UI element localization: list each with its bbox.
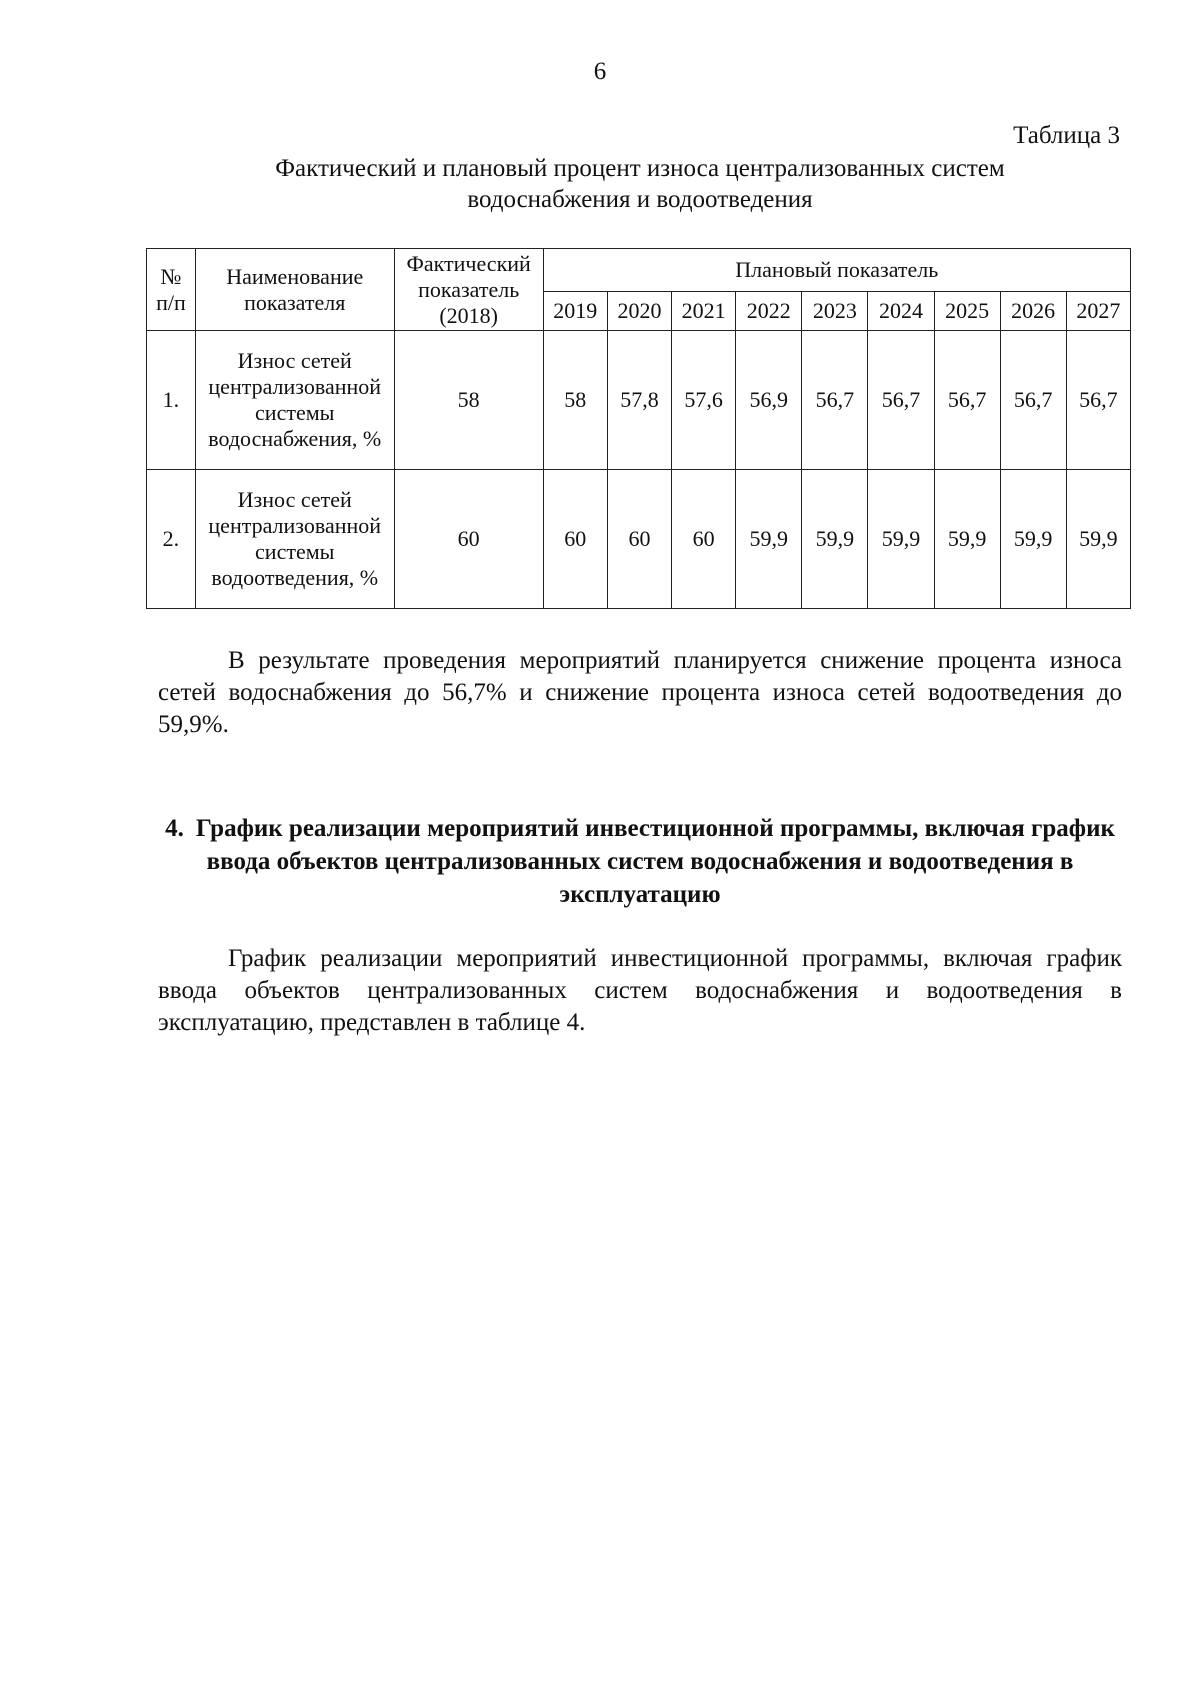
row-num: 1. <box>147 331 196 470</box>
row-plan-value: 56,7 <box>1066 331 1130 470</box>
row-fact: 58 <box>394 331 543 470</box>
header-fact: Фактический показатель (2018) <box>394 249 543 331</box>
row-plan-value: 59,9 <box>1066 470 1130 609</box>
row-plan-value: 57,6 <box>672 331 736 470</box>
row-plan-value: 56,7 <box>802 331 868 470</box>
section-number: 4. <box>165 815 184 842</box>
table-title <box>190 153 1090 215</box>
row-plan-value: 59,9 <box>934 470 1000 609</box>
schedule-paragraph <box>158 943 1122 1039</box>
row-plan-value: 57,8 <box>607 331 671 470</box>
row-plan-value: 59,9 <box>736 470 802 609</box>
row-name: Износ сетей централизованной системы водоснабжения, % <box>195 331 394 470</box>
row-plan-value: 59,9 <box>868 470 934 609</box>
page-number: 6 <box>593 58 607 85</box>
result-paragraph-text: В результате проведения мероприятий планируется снижение процента износа сетей водоснабжения до 56,7% и снижение процента износа сетей водоотведения до 59,9%. <box>158 647 1122 738</box>
header-plan: Плановый показатель <box>543 249 1130 292</box>
result-paragraph <box>158 645 1122 741</box>
header-num: № п/п <box>147 249 196 331</box>
row-fact: 60 <box>394 470 543 609</box>
header-year: 2021 <box>672 292 736 331</box>
section-heading <box>158 812 1122 911</box>
schedule-paragraph-text: График реализации мероприятий инвестиционной программы, включая график ввода объектов централизованных систем водоснабжения и водоотведения в эксплуатацию, представлен в таблице 4. <box>158 945 1122 1036</box>
row-plan-value: 56,7 <box>1000 331 1066 470</box>
wear-percentage-table <box>146 248 1131 609</box>
header-year: 2019 <box>543 292 607 331</box>
table-row <box>147 470 1131 609</box>
header-year: 2023 <box>802 292 868 331</box>
row-plan-value: 56,7 <box>934 331 1000 470</box>
table-label: Таблица 3 <box>1013 122 1120 149</box>
row-name: Износ сетей централизованной системы водоотведения, % <box>195 470 394 609</box>
table-title-line1: Фактический и плановый процент износа централизованных систем <box>275 155 1005 182</box>
row-num: 2. <box>147 470 196 609</box>
row-plan-value: 60 <box>607 470 671 609</box>
header-year: 2026 <box>1000 292 1066 331</box>
header-year: 2022 <box>736 292 802 331</box>
table-row <box>147 331 1131 470</box>
header-year: 2025 <box>934 292 1000 331</box>
row-plan-value: 59,9 <box>1000 470 1066 609</box>
header-year: 2024 <box>868 292 934 331</box>
section-heading-text: График реализации мероприятий инвестиционной программы, включая график ввода объектов централизованных систем водоснабжения и водоотведения в эксплуатацию <box>195 815 1115 908</box>
row-plan-value: 56,9 <box>736 331 802 470</box>
header-year: 2027 <box>1066 292 1130 331</box>
row-plan-value: 59,9 <box>802 470 868 609</box>
header-name: Наименование показателя <box>195 249 394 331</box>
header-year: 2020 <box>607 292 671 331</box>
table-title-line2: водоснабжения и водоотведения <box>467 186 813 213</box>
row-plan-value: 60 <box>672 470 736 609</box>
row-plan-value: 58 <box>543 331 607 470</box>
row-plan-value: 56,7 <box>868 331 934 470</box>
row-plan-value: 60 <box>543 470 607 609</box>
